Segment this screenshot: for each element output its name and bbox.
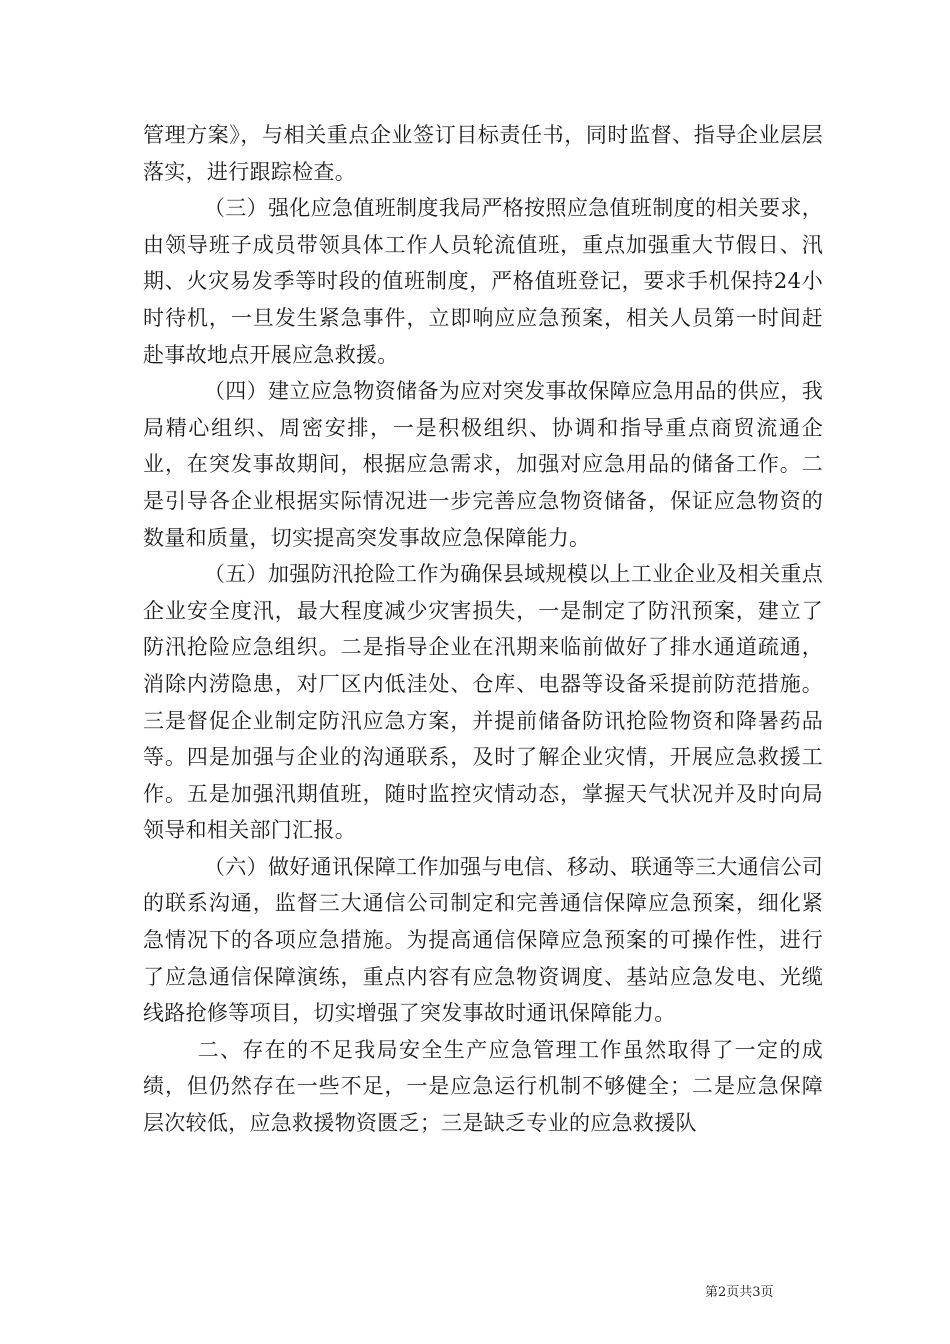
paragraph-material-reserve: （四）建立应急物资储备为应对突发事故保障应急用品的供应，我局精心组织、周密安排，一是积极组织、协调和指导重点商贸流通企业，在突发事故期间，根据应急需求，加强对应急用品的储备工作。二是引导各企业根据实际情况进一步完善应急物资储备，保证应急物资的数量和质量，切实提高突发事故应急保障能力。 <box>143 379 823 550</box>
document-body <box>143 117 823 1142</box>
page-number-footer: 第2页共3页 <box>705 1285 774 1300</box>
paragraph-duty-system: （三）强化应急值班制度我局严格按照应急值班制度的相关要求，由领导班子成员带领具体工作人员轮流值班，重点加强重大节假日、汛期、火灾易发季等时段的值班制度，严格值班登记，要求手机保持24小时待机，一旦发生紧急事件，立即响应应急预案，相关人员第一时间赶赴事故地点开展应急救援。 <box>143 196 823 367</box>
paragraph-continuation: 管理方案》，与相关重点企业签订目标责任书，同时监督、指导企业层层落实，进行跟踪检查。 <box>143 123 823 184</box>
paragraph-shortcomings: 二、存在的不足我局安全生产应急管理工作虽然取得了一定的成绩，但仍然存在一些不足，一是应急运行机制不够健全；二是应急保障层次较低，应急救援物资匮乏；三是缺乏专业的应急救援队 <box>143 1037 823 1136</box>
paragraph-communication: （六）做好通讯保障工作加强与电信、移动、联通等三大通信公司的联系沟通，监督三大通信公司制定和完善通信保障应急预案，细化紧急情况下的各项应急措施。为提高通信保障应急预案的可操作性，进行了应急通信保障演练，重点内容有应急物资调度、基站应急发电、光缆线路抢修等项目，切实增强了突发事故时通讯保障能力。 <box>143 854 823 1026</box>
paragraph-flood-control: （五）加强防汛抢险工作为确保县域规模以上工业企业及相关重点企业安全度汛，最大程度减少灾害损失，一是制定了防汛预案，建立了防汛抢险应急组织。二是指导企业在汛期来临前做好了排水通道疏通，消除内涝隐患，对厂区内低洼处、仓库、电器等设备采提前防范措施。三是督促企业制定防汛应急方案，并提前储备防讯抢险物资和降暑药品等。四是加强与企业的沟通联系，及时了解企业灾情，开展应急救援工作。五是加强汛期值班，随时监控灾情动态，掌握天气状况并及时向局领导和相关部门汇报。 <box>143 562 823 843</box>
